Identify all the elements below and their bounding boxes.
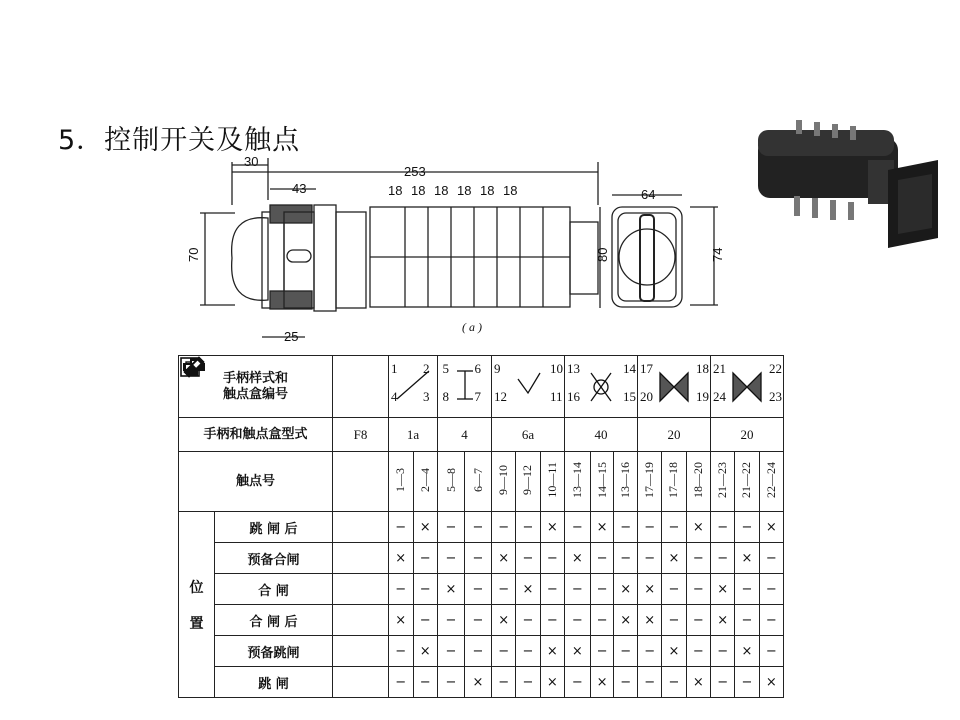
contact-state: − [389,667,414,698]
contact-box-type: 20 [711,418,784,452]
contact-number: 15 [623,388,636,404]
contact-state: − [516,636,540,667]
contact-state: × [540,667,564,698]
contact-number: 8 [442,388,449,404]
contact-state: − [492,636,516,667]
contact-state: × [590,667,614,698]
dim-18-4: 18 [457,183,472,198]
contact-number: 18 [696,360,709,376]
contact-state: − [492,667,516,698]
position-row [179,667,784,698]
contact-number: 17 [640,360,653,376]
contact-state: − [565,512,591,543]
contact-pair-label: 17—19 [642,461,657,498]
drawing-caption: ( a ) [462,320,482,334]
contact-pair [492,452,516,512]
contact-state: − [540,543,564,574]
contact-box-diagram-5 [638,356,711,418]
contact-state: − [686,605,710,636]
dim-18-1: 18 [388,183,403,198]
contact-state: − [438,605,465,636]
contact-box-diagram-6 [711,356,784,418]
contact-state: × [492,543,516,574]
dim-64: 64 [641,187,656,202]
contact-box-type: 4 [438,418,492,452]
contact-state: − [389,636,414,667]
contact-number: 22 [769,360,782,376]
contact-state: − [735,574,759,605]
contact-pair-label: 13—14 [569,461,584,498]
contact-state: − [516,667,540,698]
contact-state: − [614,543,638,574]
contact-state: − [662,605,686,636]
contact-state: − [565,667,591,698]
contact-state: − [711,512,735,543]
contact-state: − [614,512,638,543]
contact-state: − [438,512,465,543]
contact-pair-label: 21—23 [715,461,730,498]
handle-type: F8 [333,418,389,452]
contact-state: × [492,605,516,636]
contact-state: × [540,636,564,667]
handle-position-icon-cell [333,543,389,574]
position-name: 跳 闸 [215,667,333,698]
contact-pair [614,452,638,512]
contact-number: 9 [494,360,501,376]
dim-253: 253 [404,164,426,179]
contact-pair [540,452,564,512]
contact-state: − [516,605,540,636]
contact-state: − [516,543,540,574]
dim-18-6: 18 [503,183,518,198]
contact-state: × [686,512,710,543]
contact-state: × [759,667,783,698]
contact-state: × [413,512,438,543]
contact-number: 1 [391,360,398,376]
contact-state: − [711,667,735,698]
contact-state: × [565,543,591,574]
contact-state: × [389,543,414,574]
contact-state: × [735,543,759,574]
contact-pair-label: 10—11 [544,461,559,498]
handle-position-icon-cell [333,574,389,605]
contact-pair [389,452,414,512]
contact-state: × [590,512,614,543]
contact-number: 12 [494,388,507,404]
contact-state: × [662,636,686,667]
handle-position-icon-cell [333,636,389,667]
contact-table [178,355,784,698]
contact-box-diagram-4 [565,356,638,418]
contact-state: − [465,605,492,636]
contact-state: − [638,512,662,543]
dim-18-2: 18 [411,183,426,198]
contact-state: − [735,667,759,698]
contact-number: 2 [423,360,430,376]
contact-number: 23 [769,388,782,404]
contact-state: × [614,605,638,636]
contact-number: 4 [391,388,398,404]
contact-state: − [638,636,662,667]
contact-state: − [638,543,662,574]
contact-box-type: 40 [565,418,638,452]
dim-18-5: 18 [480,183,495,198]
contact-state: − [735,605,759,636]
contact-pair-label: 13—16 [618,461,633,498]
contact-pair [438,452,465,512]
contact-state: − [465,512,492,543]
contact-state: − [711,636,735,667]
contact-state: × [759,512,783,543]
contact-pair-label: 17—18 [666,461,681,498]
contact-number: 11 [550,388,563,404]
contact-pair [638,452,662,512]
contact-pair-label: 5—8 [443,467,458,492]
contact-number: 13 [567,360,580,376]
contact-state: − [590,543,614,574]
contact-state: × [540,512,564,543]
contact-state: − [492,574,516,605]
contact-state: × [389,605,414,636]
contact-state: − [759,574,783,605]
contact-state: × [735,636,759,667]
empty-cell [333,452,389,512]
contact-pair-label: 9—12 [520,464,535,495]
dim-43: 43 [292,181,307,196]
position-name: 跳 闸 后 [215,512,333,543]
page-title: 5．控制开关及触点 [58,125,301,156]
handle-position-icon-cell [333,512,389,543]
contact-state: × [614,574,638,605]
contact-pair [759,452,783,512]
contact-number: 16 [567,388,580,404]
contact-state: − [465,543,492,574]
contact-number: 3 [423,388,430,404]
contact-pair [735,452,759,512]
dim-74: 74 [710,247,725,262]
position-group-label: 位 置 [179,512,215,698]
contact-pair-label: 14—15 [594,461,609,498]
contact-state: − [686,543,710,574]
handle-position-icon-cell [333,605,389,636]
contact-state: − [759,605,783,636]
contact-box-type: 6a [492,418,565,452]
contact-state: − [638,667,662,698]
contact-state: − [590,636,614,667]
contact-pair-label: 18—20 [690,461,705,498]
contact-state: − [614,667,638,698]
contact-state: − [465,574,492,605]
dim-30: 30 [244,154,259,169]
contact-state: × [662,543,686,574]
position-row [179,512,784,543]
position-name: 预备跳闸 [215,636,333,667]
position-name: 合 闸 [215,574,333,605]
position-name: 预备合闸 [215,543,333,574]
contact-number: 10 [550,360,563,376]
contact-state: × [516,574,540,605]
dim-25: 25 [284,329,299,344]
contact-pair-label: 6—7 [470,467,485,492]
dim-80: 80 [595,247,610,262]
contact-number: 6 [474,360,481,376]
contact-state: × [465,667,492,698]
contact-state: × [711,574,735,605]
contact-number: 19 [696,388,709,404]
contact-pair [662,452,686,512]
position-row [179,574,784,605]
contact-state: − [735,512,759,543]
contact-state: − [711,543,735,574]
contact-box-diagram-3 [492,356,565,418]
contact-state: − [389,574,414,605]
contact-state: − [413,667,438,698]
contact-state: − [540,605,564,636]
contact-state: × [686,667,710,698]
contact-pair-label: 21—22 [739,461,754,498]
contact-state: − [413,605,438,636]
contact-state: − [465,636,492,667]
contact-state: − [590,605,614,636]
contact-number: 21 [713,360,726,376]
dim-70: 70 [186,247,201,262]
contact-state: − [438,636,465,667]
contact-pair [565,452,591,512]
contact-pair [590,452,614,512]
contact-pair [711,452,735,512]
contact-state: − [492,512,516,543]
contact-box-diagram-2 [438,356,492,418]
contact-state: − [662,667,686,698]
contact-pair [413,452,438,512]
position-row [179,605,784,636]
contact-state: − [438,543,465,574]
contact-pair-label: 1—3 [393,467,408,492]
handle-position-icon [179,356,209,378]
contact-state: − [413,574,438,605]
position-name: 合 闸 后 [215,605,333,636]
contact-number: 20 [640,388,653,404]
contact-pair [516,452,540,512]
contact-pair [465,452,492,512]
contact-state: × [438,574,465,605]
contact-state: × [413,636,438,667]
contact-box-type: 20 [638,418,711,452]
contact-number: 14 [623,360,636,376]
contact-state: × [638,574,662,605]
contact-pair-label: 9—10 [496,464,511,495]
handle-icon-cell [333,356,389,418]
contact-box-diagram-1 [389,356,438,418]
contact-state: − [565,574,591,605]
contact-state: − [686,574,710,605]
contact-state: − [590,574,614,605]
contact-state: − [413,543,438,574]
contact-state: − [438,667,465,698]
row-label-contact: 触点号 [179,452,333,512]
contact-state: − [662,512,686,543]
contact-state: − [516,512,540,543]
contact-number: 7 [474,388,481,404]
contact-state: − [759,543,783,574]
contact-state: − [389,512,414,543]
contact-number: 5 [442,360,449,376]
row-label-type: 手柄和触点盒型式 [179,418,333,452]
contact-state: − [565,605,591,636]
contact-state: × [711,605,735,636]
contact-state: − [686,636,710,667]
dim-18-3: 18 [434,183,449,198]
contact-state: − [540,574,564,605]
contact-state: − [759,636,783,667]
contact-state: − [614,636,638,667]
position-row [179,543,784,574]
contact-state: × [565,636,591,667]
switch-photo [748,120,946,260]
contact-pair-label: 2—4 [417,467,432,492]
contact-state: − [662,574,686,605]
handle-position-icon-cell [333,667,389,698]
contact-box-type: 1a [389,418,438,452]
contact-number: 24 [713,388,726,404]
row-label-handle-style: 手柄样式和 触点盒编号 [179,356,333,418]
position-row [179,636,784,667]
contact-state: × [638,605,662,636]
contact-pair [686,452,710,512]
contact-pair-label: 22—24 [763,461,778,498]
